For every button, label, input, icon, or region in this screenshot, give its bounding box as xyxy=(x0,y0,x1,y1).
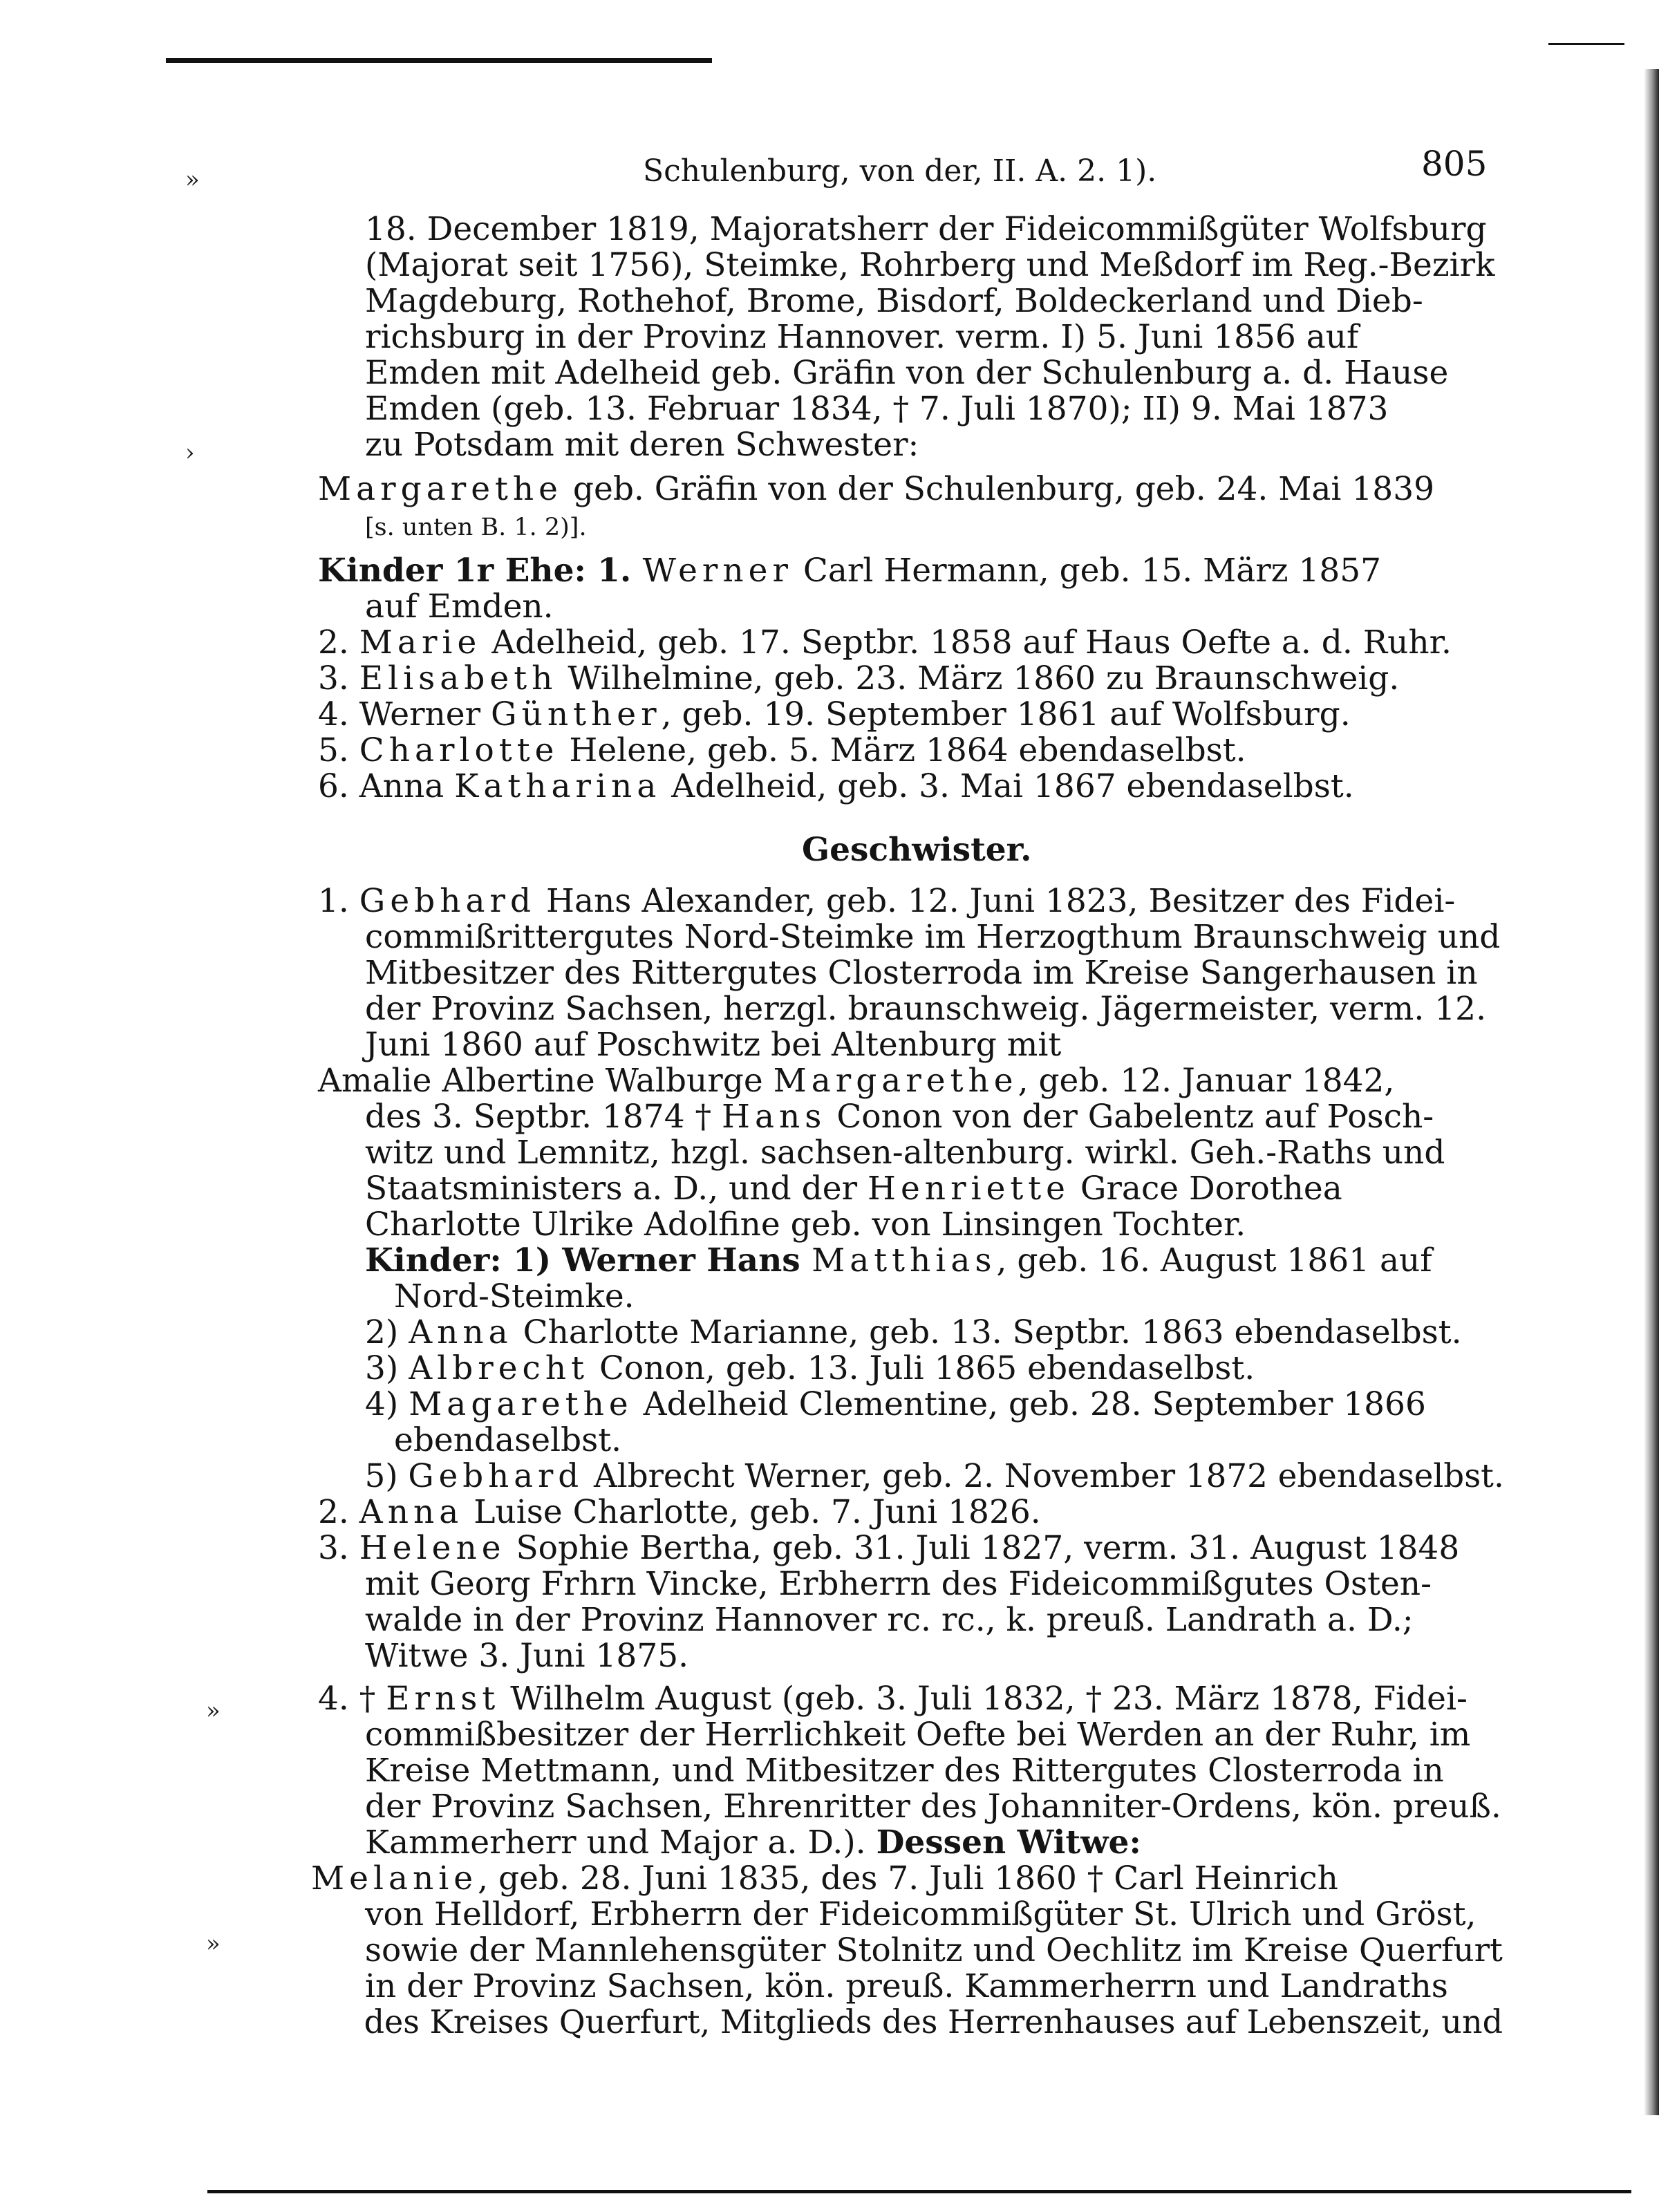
spaced-name: Henriette xyxy=(868,1170,1070,1208)
spaced-name: Margarethe xyxy=(318,470,563,508)
spaced-name: Helene xyxy=(359,1529,506,1567)
text-line xyxy=(318,1457,1504,1495)
text-line: 18. December 1819, Majoratsherr der Fideicommißgüter Wolfsburg xyxy=(365,210,1487,248)
spaced-name: Magarethe xyxy=(409,1385,633,1423)
text-run: Kammerherr und Major a. D.). xyxy=(365,1824,877,1862)
text-line: der Provinz Sachsen, herzgl. braunschweig. Jägermeister, verm. 12. xyxy=(365,990,1487,1028)
text-line xyxy=(318,1680,1468,1718)
text-run: Helene, geb. 5. März 1864 ebendaselbst. xyxy=(559,731,1246,769)
text-line: Emden mit Adelheid geb. Gräfin von der Schulenburg a. d. Hause xyxy=(365,354,1449,392)
section-heading: Geschwister. xyxy=(802,831,1032,869)
text-run: Luise Charlotte, geb. 7. Juni 1826. xyxy=(463,1493,1041,1531)
text-run: 2) xyxy=(365,1313,409,1351)
text-run: 1. xyxy=(318,882,359,920)
text-line: Magdeburg, Rothehof, Brome, Bisdorf, Boldeckerland und Dieb- xyxy=(365,282,1423,320)
spaced-name: Elisabeth xyxy=(359,659,558,697)
text-line xyxy=(318,659,1400,697)
spaced-name: Melanie xyxy=(311,1859,478,1897)
text-line: richsburg in der Provinz Hannover. verm. I) 5. Juni 1856 auf xyxy=(365,318,1359,356)
spaced-name: Werner xyxy=(642,552,793,590)
text-line: commißbesitzer der Herrlichkeit Oefte bei Werden an der Ruhr, im xyxy=(365,1716,1471,1754)
text-run: Charlotte Marianne, geb. 13. Septbr. 1863 ebendaselbst. xyxy=(512,1313,1462,1351)
text-line: Kreise Mettmann, und Mitbesitzer des Rittergutes Closterroda in xyxy=(365,1752,1444,1790)
text-run: Conon, geb. 13. Juli 1865 ebendaselbst. xyxy=(589,1349,1255,1387)
text-line xyxy=(318,767,1354,805)
text-line: witz und Lemnitz, hzgl. sachsen-altenburg. wirkl. Geh.-Raths und xyxy=(365,1134,1445,1172)
spaced-name: Margarethe xyxy=(773,1062,1018,1100)
text-run: 3) xyxy=(365,1349,409,1387)
text-line: [s. unten B. 1. 2)]. xyxy=(365,514,587,541)
text-line xyxy=(318,1313,1462,1351)
page-spine-shadow xyxy=(1644,69,1659,2115)
text-line: commißrittergutes Nord-Steimke im Herzogthum Braunschweig und xyxy=(365,918,1501,956)
text-line: walde in der Provinz Hannover rc. rc., k. preuß. Landrath a. D.; xyxy=(365,1601,1414,1639)
text-line xyxy=(318,1170,1342,1208)
text-line xyxy=(318,470,1434,508)
spaced-name: Charlotte xyxy=(359,731,559,769)
text-run: 5) xyxy=(364,1457,409,1495)
text-run: Carl Hermann, geb. 15. März 1857 xyxy=(792,552,1382,590)
text-line: Charlotte Ulrike Adolfine geb. von Linsingen Tochter. xyxy=(365,1206,1246,1244)
top-edge-rule xyxy=(166,58,712,63)
text-line xyxy=(311,1859,1338,1897)
running-header: Schulenburg, von der, II. A. 2. 1). xyxy=(643,153,1157,189)
text-line xyxy=(318,882,1456,920)
text-line xyxy=(318,1824,1141,1862)
text-run: 2. xyxy=(318,624,359,662)
text-line: Nord-Steimke. xyxy=(394,1277,635,1315)
text-run: Kinder 1r Ehe: 1. xyxy=(318,552,643,590)
text-run: Adelheid, geb. 3. Mai 1867 ebendaselbst. xyxy=(661,767,1354,805)
text-run: Albrecht Werner, geb. 2. November 1872 ebendaselbst. xyxy=(583,1457,1504,1495)
spaced-name: Anna xyxy=(359,1493,464,1531)
page-number: 805 xyxy=(1421,144,1488,184)
spaced-name: Gebhard xyxy=(408,1457,584,1495)
text-line: Witwe 3. Juni 1875. xyxy=(365,1637,689,1675)
spaced-name: Gebhard xyxy=(359,882,536,920)
text-line xyxy=(318,1062,1395,1100)
margin-arrow-mark: » xyxy=(185,166,200,194)
text-run: 6. Anna xyxy=(318,767,455,805)
spaced-name: Katharina xyxy=(454,767,662,805)
text-line: Emden (geb. 13. Februar 1834, † 7. Juli 1870); II) 9. Mai 1873 xyxy=(365,390,1389,428)
text-run: Adelheid, geb. 17. Septbr. 1858 auf Haus Oefte a. d. Ruhr. xyxy=(481,624,1452,662)
text-line xyxy=(318,1098,1434,1136)
text-line: auf Emden. xyxy=(365,588,554,626)
margin-arrow-mark: › xyxy=(185,439,195,467)
text-run: , geb. 12. Januar 1842, xyxy=(1018,1062,1395,1100)
text-line: (Majorat seit 1756), Steimke, Rohrberg und Meßdorf im Reg.-Bezirk xyxy=(365,246,1495,284)
text-run: Wilhelm August (geb. 3. Juli 1832, † 23. März 1878, Fidei- xyxy=(500,1680,1468,1718)
text-run: , geb. 19. September 1861 auf Wolfsburg. xyxy=(661,695,1351,733)
spaced-name: Anna xyxy=(409,1313,513,1351)
text-line: der Provinz Sachsen, Ehrenritter des Johanniter-Ordens, kön. preuß. xyxy=(365,1788,1501,1826)
text-run: Staatsministers a. D., und der xyxy=(365,1170,868,1208)
text-run: , geb. 28. Juni 1835, des 7. Juli 1860 † Carl Heinrich xyxy=(478,1859,1338,1897)
spaced-name: Günther xyxy=(491,695,662,733)
margin-arrow-mark: » xyxy=(206,1697,221,1725)
text-line xyxy=(318,624,1452,662)
bottom-edge-rule xyxy=(207,2190,1631,2193)
text-line: Juni 1860 auf Poschwitz bei Altenburg mit xyxy=(365,1026,1062,1064)
text-line: mit Georg Frhrn Vincke, Erbherrn des Fideicommißgutes Osten- xyxy=(365,1565,1432,1603)
spaced-name: Albrecht xyxy=(409,1349,590,1387)
text-line: Mitbesitzer des Rittergutes Closterroda im Kreise Sangerhausen in xyxy=(365,954,1478,992)
text-line: zu Potsdam mit deren Schwester: xyxy=(365,426,919,464)
text-line xyxy=(318,1529,1460,1567)
text-run: Kinder: 1) Werner Hans xyxy=(365,1241,812,1280)
text-line xyxy=(318,552,1382,590)
text-line: in der Provinz Sachsen, kön. preuß. Kammerherrn und Landraths xyxy=(365,1967,1448,2005)
text-line xyxy=(318,1349,1255,1387)
text-run: 4. Werner xyxy=(318,695,491,733)
text-run: 3. xyxy=(318,659,359,697)
text-line xyxy=(318,1241,1432,1280)
text-run: Sophie Bertha, geb. 31. Juli 1827, verm. 31. August 1848 xyxy=(505,1529,1460,1567)
text-run: Adelheid Clementine, geb. 28. September 1866 xyxy=(632,1385,1426,1423)
text-line: ebendaselbst. xyxy=(394,1421,622,1459)
text-run: geb. Gräfin von der Schulenburg, geb. 24. Mai 1839 xyxy=(562,470,1434,508)
text-line xyxy=(318,731,1246,769)
margin-arrow-mark: » xyxy=(206,1930,221,1958)
text-run: 3. xyxy=(318,1529,359,1567)
text-line xyxy=(318,1385,1426,1423)
text-run: Dessen Witwe: xyxy=(876,1824,1141,1862)
spaced-name: Hans xyxy=(722,1098,827,1136)
text-run: , geb. 16. August 1861 auf xyxy=(996,1241,1432,1280)
text-run: Grace Dorothea xyxy=(1069,1170,1342,1208)
text-line xyxy=(318,695,1351,733)
top-right-mark xyxy=(1548,43,1624,45)
text-line: des Kreises Querfurt, Mitglieds des Herrenhauses auf Lebenszeit, und xyxy=(364,2003,1503,2041)
text-run: 5. xyxy=(318,731,359,769)
spaced-name: Ernst xyxy=(386,1680,500,1718)
text-run: des 3. Septbr. 1874 † xyxy=(365,1098,722,1136)
text-run: Conon von der Gabelentz auf Posch- xyxy=(826,1098,1434,1136)
text-line: von Helldorf, Erbherrn der Fideicommißgüter St. Ulrich und Gröst, xyxy=(365,1895,1477,1933)
text-run: Amalie Albertine Walburge xyxy=(318,1062,774,1100)
text-run: Wilhelmine, geb. 23. März 1860 zu Braunschweig. xyxy=(557,659,1400,697)
text-run: Hans Alexander, geb. 12. Juni 1823, Besitzer des Fidei- xyxy=(536,882,1456,920)
text-run: 2. xyxy=(318,1493,359,1531)
text-run: 4) xyxy=(365,1385,409,1423)
text-line: sowie der Mannlehensgüter Stolnitz und Oechlitz im Kreise Querfurt xyxy=(364,1931,1503,1969)
text-line xyxy=(318,1493,1041,1531)
text-run: 4. † xyxy=(318,1680,386,1718)
spaced-name: Matthias xyxy=(812,1241,997,1280)
spaced-name: Marie xyxy=(359,624,482,662)
